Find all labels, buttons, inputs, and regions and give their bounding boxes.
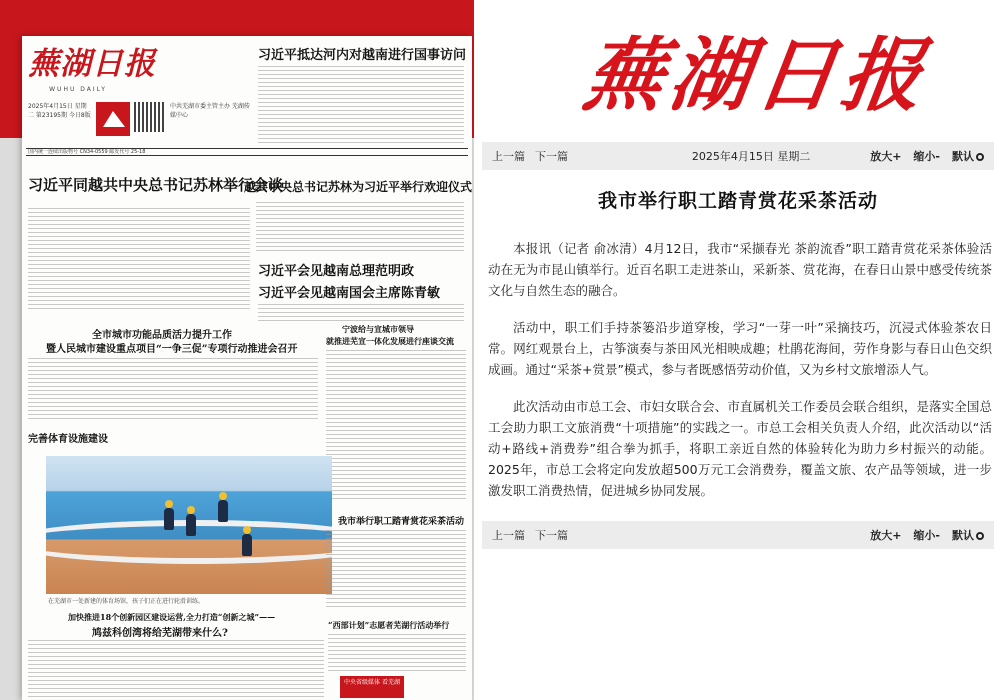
- article-toolbar-bottom: [482, 521, 994, 549]
- body-text-block: [258, 66, 464, 146]
- zoom-out-label: 缩小-: [913, 150, 940, 163]
- article-title: 我市举行职工踏青赏花采茶活动: [597, 190, 878, 212]
- media-badge: 中央省级媒体 看芜湖: [340, 676, 404, 698]
- prev-article-link[interactable]: 上一篇: [492, 150, 525, 163]
- issue-date: 2025年4月15日 星期二: [691, 150, 811, 163]
- paper-masthead-en: WUHU DAILY: [49, 86, 107, 93]
- article-paragraph: 活动中，职工们手持茶篓沿步道穿梭，学习“一芽一叶”采摘技巧，沉浸式体验茶农日常。网红观景台上，古筝演奏与茶田风光相映成趣；杜鹃花海间，劳作身影与春日山色交织成画。通过“采茶+赏景”模式，参与者既感悟劳动价值，又为乡村文旅增添人气。: [488, 320, 992, 377]
- zoom-in-button[interactable]: [870, 527, 901, 543]
- article-paragraph: 本报讯（记者 俞冰清）4月12日，我市“采撷春光 茶韵流香”职工踏青赏花采茶体验活动在无为市昆山镇举行。近百名职工走进茶山，采新茶、赏花海，在春日山景中感受传统茶文化与自然生态的融合。: [488, 241, 992, 298]
- qr-code-icon: [134, 102, 164, 132]
- headline-area[interactable]: 就推进芜宣一体化发展进行座谈交流: [326, 336, 454, 346]
- zoom-out-label: 缩小-: [913, 529, 940, 542]
- paper-masthead-title: 蕪湖日报: [28, 46, 156, 82]
- default-size-button[interactable]: [952, 148, 984, 164]
- prev-article-link[interactable]: 上一篇: [492, 529, 525, 542]
- body-text-block: [326, 350, 466, 500]
- default-size-label: 默认: [952, 529, 974, 542]
- next-article-link[interactable]: 下一篇: [535, 529, 568, 542]
- reader-masthead: [577, 20, 935, 130]
- zoom-out-button[interactable]: [913, 527, 940, 543]
- default-size-label: 默认: [952, 150, 974, 163]
- paper-logo-icon: [96, 102, 130, 136]
- headline-area[interactable]: 宁波给与宣城市领导: [342, 324, 414, 334]
- zoom-in-button[interactable]: [870, 148, 901, 164]
- reset-ring-icon: [976, 153, 984, 161]
- headline-area[interactable]: 习近平会见越南国会主席陈青敏: [258, 286, 441, 301]
- zoom-in-label: 放大+: [870, 150, 902, 163]
- paper-masthead: [28, 44, 156, 93]
- page-thumbnail-panel: [0, 0, 474, 700]
- headline-area[interactable]: 我市举行职工踏青赏花采茶活动: [338, 517, 465, 527]
- article-reader: [474, 0, 1000, 700]
- body-text-block: [258, 304, 464, 324]
- reader-masthead-title: 蕪湖日报: [577, 28, 935, 122]
- skater-figure: [164, 508, 174, 530]
- body-text-block: [28, 208, 250, 312]
- reset-ring-icon: [976, 532, 984, 540]
- headline-area[interactable]: 越共中央总书记苏林为习近平举行欢迎仪式: [244, 180, 472, 194]
- photo-caption: 在芜湖市一处新建的体育场馆，孩子们正在进行轮滑训练。: [48, 598, 205, 605]
- article-paragraph: 此次活动由市总工会、市妇女联合会、市直属机关工作委员会联合组织，是落实全国总工会助力职工文旅消费“十项措施”的实践之一。市总工会相关负责人介绍，此次活动以“活动+路线+消费券”组合拳为抓手，将职工亲近自然的体验转化为助力乡村振兴的动能。2025年，市总工会将定向发放超500万元工会消费券，覆盖文旅、农产品等领域，进一步激发职工消费热情，促进城乡协同发展。: [488, 399, 992, 498]
- headline-area[interactable]: 习近平同越共中央总书记苏林举行会谈: [28, 176, 284, 194]
- body-text-block: [28, 358, 318, 420]
- article-body: [488, 238, 992, 517]
- body-text-block: [326, 530, 466, 608]
- headline-area[interactable]: 完善体育设施建设: [28, 434, 108, 445]
- default-size-button[interactable]: [952, 527, 984, 543]
- paper-top-bar: 国内统一连续出版物号 CN34-0559 邮发代号 25-18: [26, 148, 468, 156]
- headline-area[interactable]: 全市城市功能品质活力提升工作: [92, 330, 232, 341]
- headline-area[interactable]: 习近平抵达河内对越南进行国事访问: [258, 48, 467, 63]
- newspaper-front-page[interactable]: [22, 36, 472, 700]
- skater-figure: [186, 514, 196, 536]
- headline-area[interactable]: 鸠兹科创湾将给芜湖带来什么?: [92, 628, 228, 639]
- headline-area[interactable]: 习近平会见越南总理范明政: [258, 264, 415, 279]
- skater-figure: [218, 500, 228, 522]
- skater-figure: [242, 534, 252, 556]
- headline-area[interactable]: “西部计划”志愿者芜湖行活动举行: [328, 620, 450, 630]
- zoom-out-button[interactable]: [913, 148, 940, 164]
- paper-issue-info: 2025年4月15日 星期二 第23195期 今日8版: [28, 103, 91, 119]
- body-text-block: [328, 634, 466, 672]
- headline-area[interactable]: 加快推进18个创新园区建设运营,全力打造“创新之城”——: [68, 612, 276, 622]
- next-article-link[interactable]: 下一篇: [535, 150, 568, 163]
- zoom-in-label: 放大+: [870, 529, 902, 542]
- front-page-photo[interactable]: [46, 456, 332, 594]
- headline-area[interactable]: 暨人民城市建设重点项目“一争三促”专项行动推进会召开: [46, 344, 298, 355]
- paper-stamp-info: 中共芜湖市委主管主办 芜湖传媒中心: [170, 103, 250, 119]
- body-text-block: [28, 640, 324, 700]
- body-text-block: [256, 202, 464, 252]
- article-toolbar-top: [482, 142, 994, 170]
